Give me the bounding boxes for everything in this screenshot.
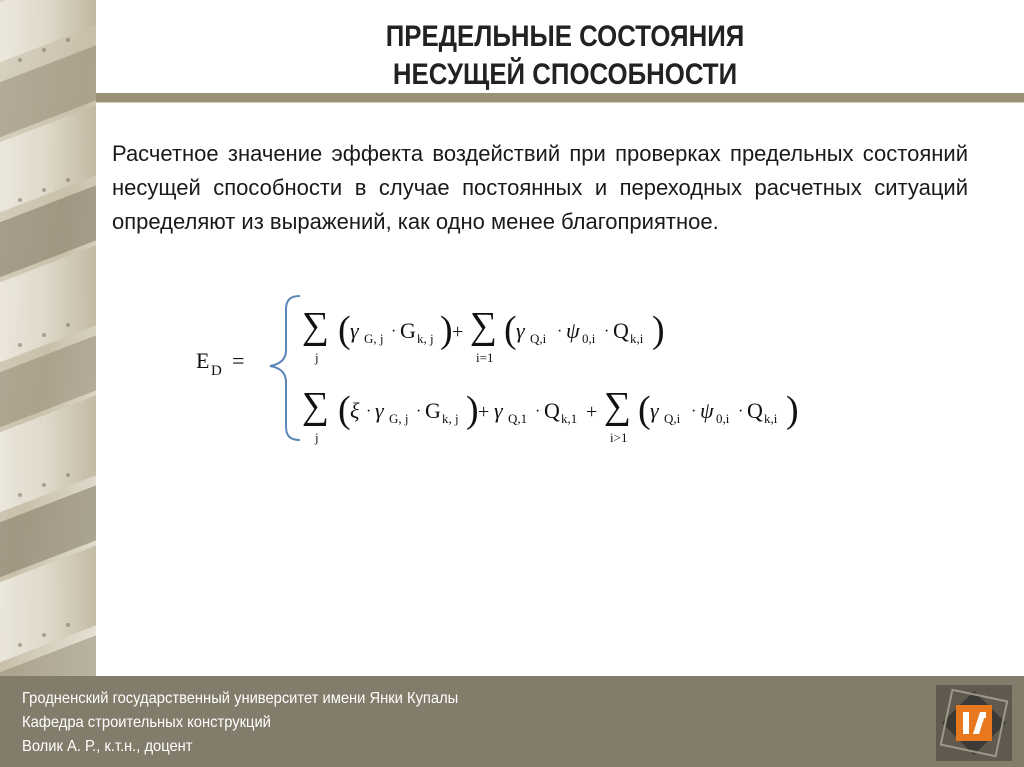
paren-close: ): [652, 309, 665, 351]
psi-symbol: ψ: [566, 318, 580, 343]
dot-operator: ·: [391, 323, 397, 340]
footer-university: Гродненский государственный университет имени Янки Купалы: [22, 690, 459, 707]
paren-open: (: [338, 309, 351, 351]
g-sub: k, j: [442, 411, 459, 426]
department-logo: [936, 685, 1012, 761]
formula-brace: [270, 296, 300, 440]
plus-operator: +: [478, 401, 490, 423]
plus-operator: +: [452, 321, 464, 343]
g-symbol: G: [425, 398, 441, 423]
q-symbol: Q: [613, 318, 629, 343]
gamma-symbol: γ: [516, 318, 525, 343]
gamma-g-sub: G, j: [364, 331, 384, 346]
psi-sub: 0,i: [582, 331, 596, 346]
formula-lhs: [196, 348, 244, 379]
gamma-symbol: γ: [375, 398, 384, 423]
title-divider-shadow: [96, 102, 1024, 103]
dot-operator: ·: [738, 403, 744, 420]
gamma-q-sub: Q,i: [530, 331, 547, 346]
dot-operator: ·: [557, 323, 563, 340]
title-line-2: НЕСУЩЕЙ СПОСОБНОСТИ: [392, 58, 738, 91]
sum-symbol: ∑: [302, 385, 330, 427]
paren-open: (: [504, 309, 517, 351]
side-decoration: [0, 0, 96, 676]
dot-operator: ·: [416, 403, 422, 420]
formula-svg: [190, 290, 910, 460]
sum-index: i=1: [476, 350, 494, 365]
formula-block: [190, 290, 910, 460]
page-title: [208, 18, 922, 94]
formula-row-1: [302, 305, 665, 365]
formula-lhs-sub: D: [211, 363, 222, 379]
sum-index: j: [315, 350, 319, 365]
gamma-q1-sub: Q,1: [508, 411, 528, 426]
g-sub: k, j: [417, 331, 434, 346]
q-symbol: Q: [544, 398, 560, 423]
footer-author: Волик А. Р., к.т.н., доцент: [22, 738, 193, 755]
formula-lhs-equals: =: [232, 348, 245, 373]
paren-open: (: [638, 389, 651, 431]
sum-symbol: ∑: [470, 305, 498, 347]
paren-open: (: [338, 389, 351, 431]
q-sub: k,i: [764, 411, 778, 426]
g-symbol: G: [400, 318, 416, 343]
q-sub: k,i: [630, 331, 644, 346]
formula-lhs-e: E: [196, 348, 210, 373]
sum-symbol: ∑: [302, 305, 330, 347]
sum-index: i>1: [610, 430, 628, 445]
title-divider: [96, 93, 1024, 102]
body-paragraph: Расчетное значение эффекта воздействий при проверках предельных состояний несущей способности в случае постоянных и переходных расчетных ситуаций определяют из выражений, как одно менее благоприятное.: [112, 141, 968, 234]
gamma-symbol: γ: [650, 398, 659, 423]
gamma-symbol: γ: [350, 318, 359, 343]
dot-operator: ·: [366, 403, 372, 420]
footer-department: Кафедра строительных конструкций: [22, 714, 271, 731]
dot-operator: ·: [535, 403, 541, 420]
sum-symbol: ∑: [604, 385, 632, 427]
gamma-symbol: γ: [494, 398, 503, 423]
plus-operator: +: [586, 401, 598, 423]
gamma-q-sub: Q,i: [664, 411, 681, 426]
dot-operator: ·: [604, 323, 610, 340]
psi-symbol: ψ: [700, 398, 714, 423]
paren-close: ): [440, 309, 453, 351]
psi-sub: 0,i: [716, 411, 730, 426]
footer: [0, 676, 1024, 767]
side-pattern-image: [0, 0, 96, 676]
gamma-g-sub: G, j: [389, 411, 409, 426]
dot-operator: ·: [691, 403, 697, 420]
formula-row-2: [302, 385, 799, 445]
xi-symbol: ξ: [350, 398, 360, 423]
sum-index: j: [315, 430, 319, 445]
title-line-1: ПРЕДЕЛЬНЫЕ СОСТОЯНИЯ: [385, 20, 745, 53]
paren-close: ): [786, 389, 799, 431]
q-symbol: Q: [747, 398, 763, 423]
paren-close: ): [466, 389, 479, 431]
logo-icon: [936, 685, 1012, 761]
q1-sub: k,1: [561, 411, 578, 426]
